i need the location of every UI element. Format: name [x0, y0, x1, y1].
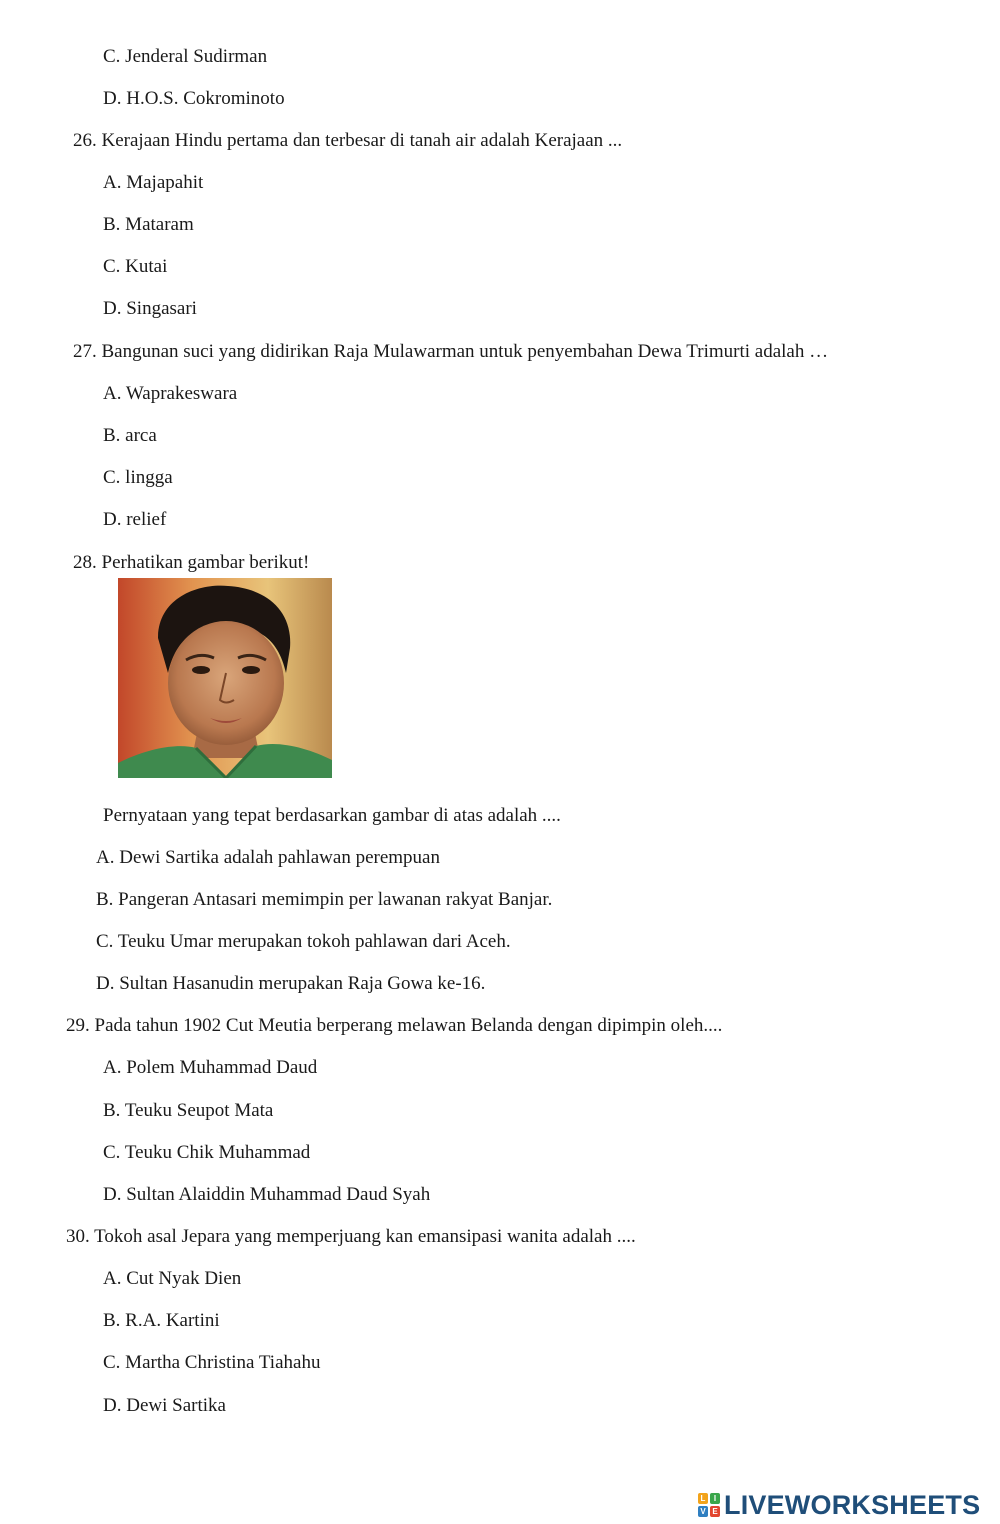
q26-option-a[interactable]: A. Majapahit	[103, 172, 204, 193]
q28-text: 28. Perhatikan gambar berikut!	[73, 552, 310, 573]
liveworksheets-logo[interactable]	[698, 1488, 980, 1522]
liveworksheets-logo-icon: L I V E	[698, 1492, 722, 1518]
q26-option-d[interactable]: D. Singasari	[103, 298, 197, 319]
q26-text: 26. Kerajaan Hindu pertama dan terbesar di tanah air adalah Kerajaan ...	[73, 130, 623, 151]
q27-option-d[interactable]: D. relief	[103, 509, 167, 530]
liveworksheets-logo-text: LIVEWORKSHEETS	[724, 1489, 981, 1520]
q29-option-a[interactable]: A. Polem Muhammad Daud	[103, 1057, 318, 1078]
q27-text: 27. Bangunan suci yang didirikan Raja Mulawarman untuk penyembahan Dewa Trimurti adalah …	[73, 341, 829, 362]
q30-text: 30. Tokoh asal Jepara yang memperjuang kan emansipasi wanita adalah ....	[66, 1226, 636, 1247]
q26-option-c[interactable]: C. Kutai	[103, 256, 168, 277]
q30-option-a[interactable]: A. Cut Nyak Dien	[103, 1268, 242, 1289]
q28-option-a[interactable]: A. Dewi Sartika adalah pahlawan perempuan	[96, 847, 440, 868]
q29-text: 29. Pada tahun 1902 Cut Meutia berperang melawan Belanda dengan dipimpin oleh....	[66, 1015, 723, 1036]
q25-option-d[interactable]: D. H.O.S. Cokrominoto	[103, 88, 285, 109]
q28-option-d[interactable]: D. Sultan Hasanudin merupakan Raja Gowa ke-16.	[96, 973, 486, 994]
q29-option-c[interactable]: C. Teuku Chik Muhammad	[103, 1142, 311, 1163]
q26-option-b[interactable]: B. Mataram	[103, 214, 194, 235]
q28-option-b[interactable]: B. Pangeran Antasari memimpin per lawanan rakyat Banjar.	[96, 889, 553, 910]
q28-statement: Pernyataan yang tepat berdasarkan gambar di atas adalah ....	[103, 805, 561, 826]
q27-option-a[interactable]: A. Waprakeswara	[103, 383, 238, 404]
q25-option-c[interactable]: C. Jenderal Sudirman	[103, 46, 268, 67]
portrait-image	[118, 578, 332, 778]
q30-option-b[interactable]: B. R.A. Kartini	[103, 1310, 220, 1331]
q30-option-d[interactable]: D. Dewi Sartika	[103, 1395, 226, 1416]
q27-option-b[interactable]: B. arca	[103, 425, 157, 446]
q30-option-c[interactable]: C. Martha Christina Tiahahu	[103, 1352, 321, 1373]
q27-option-c[interactable]: C. lingga	[103, 467, 173, 488]
q28-option-c[interactable]: C. Teuku Umar merupakan tokoh pahlawan dari Aceh.	[96, 931, 511, 952]
q29-option-b[interactable]: B. Teuku Seupot Mata	[103, 1100, 274, 1121]
q29-option-d[interactable]: D. Sultan Alaiddin Muhammad Daud Syah	[103, 1184, 431, 1205]
